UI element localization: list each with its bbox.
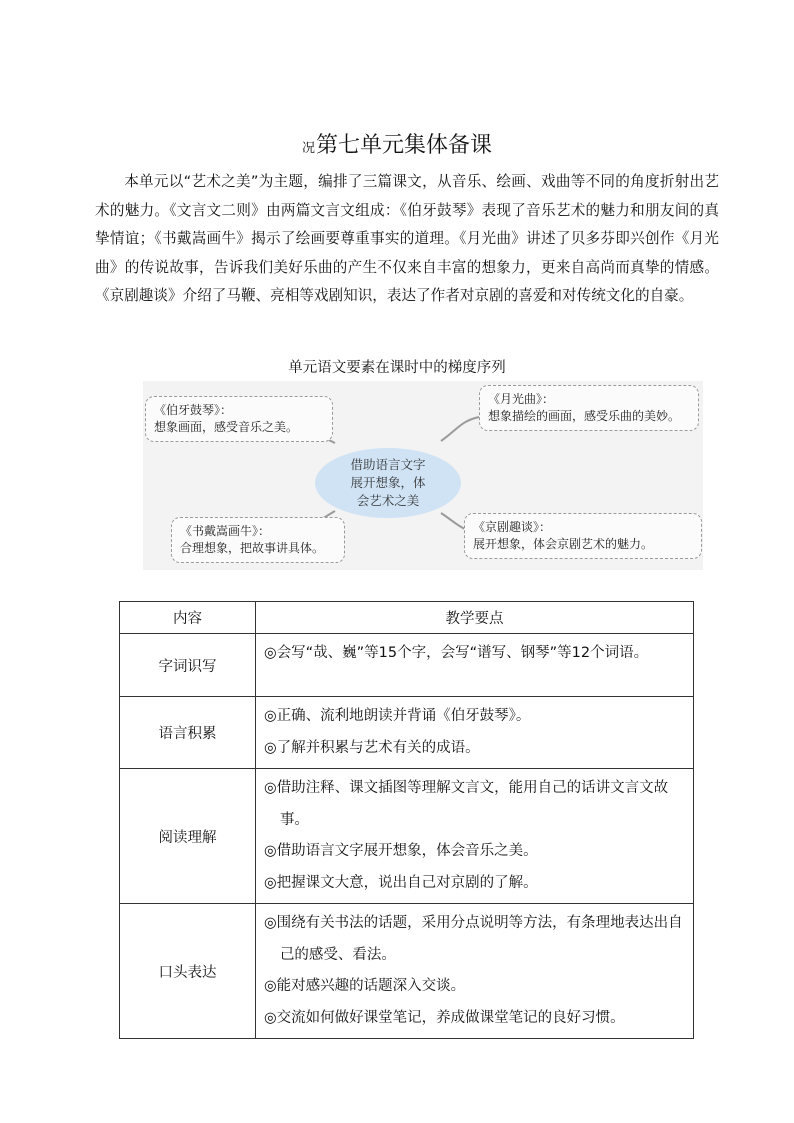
diagram-caption: 单元语文要素在课时中的梯度序列 [288,360,506,376]
title-mark: 况 [301,141,315,156]
key-point: ◎借助语言文字展开想象，体会音乐之美。 [264,843,538,859]
row-category: 口头表达 [120,904,256,1039]
row-points [256,697,694,769]
key-point: ◎借助注释、课文插图等理解文言文，能用自己的话讲文言文故事。 [264,780,669,828]
node-body: 想象画面，感受音乐之美。 [154,420,299,434]
central-theme-line: 借助语言文字 [350,457,426,472]
key-point: ◎能对感兴趣的话题深入交谈。 [264,978,466,994]
node-boya-guqin [145,396,333,442]
key-point: ◎交流如何做好课堂笔记，养成做课堂笔记的良好习惯。 [264,1009,625,1026]
key-point: ◎会写“哉、巍”等15个字，会写“谱写、钢琴”等12个词语。 [264,645,649,661]
connector-top-right [441,417,479,441]
title-text: 第七单元集体备课 [316,133,493,158]
connector-bottom-right [441,513,465,529]
row-category: 语言积累 [120,697,256,769]
table-header-row [120,602,694,634]
intro-paragraph: 本单元以“艺术之美”为主题，编排了三篇课文，从音乐、绘画、戏曲等不同的角度折射出艺术的魅力。《文言文二则》由两篇文言文组成：《伯牙鼓琴》表现了音乐艺术的魅力和朋友间的真挚情谊；《书戴嵩画牛》揭示了绘画要尊重事实的道理。《月光曲》讲述了贝多芬即兴创作《月光曲》的传说故事，告诉我们美好乐曲的产生不仅来自丰富的想象力，更来自高尚而真挚的情感。《京剧趣谈》介绍了马鞭、亮相等戏剧知识，表达了作者对京剧的喜爱和对传统文化的自豪。 [95,173,719,305]
row-category: 阅读理解 [120,769,256,904]
central-theme [315,448,461,518]
page-title [0,128,794,159]
row-points [256,904,694,1039]
table-row [120,769,694,904]
central-theme-line: 展开想象，体 [350,475,426,490]
node-shudaisong [171,517,345,563]
node-yueguangqu [479,385,699,431]
table-row [120,697,694,769]
row-points [256,634,694,697]
header-key-points: 教学要点 [256,602,694,634]
node-jingju-qutan [464,513,702,559]
central-theme-line: 会艺术之美 [356,493,420,508]
key-point: ◎围绕有关书法的话题，采用分点说明等方法，有条理地表达出自己的感受、看法。 [264,915,683,963]
key-point: ◎了解并积累与艺术有关的成语。 [264,739,480,756]
row-points [256,769,694,904]
node-title: 《京剧趣谈》： [473,520,552,534]
table-row [120,904,694,1039]
key-point: ◎正确、流利地朗读并背诵《伯牙鼓琴》。 [264,708,531,724]
key-point: ◎把握课文大意，说出自己对京剧的了解。 [264,874,538,891]
teaching-plan-table [119,601,694,1039]
node-body: 展开想象，体会京剧艺术的魅力。 [473,537,654,551]
node-title: 《伯牙鼓琴》： [154,403,233,417]
node-title: 《书戴嵩画牛》： [180,524,271,538]
header-content: 内容 [120,602,256,634]
row-category: 字词识写 [120,634,256,697]
table-row [120,634,694,697]
node-title: 《月光曲》： [488,392,555,406]
mind-map [143,381,703,570]
node-body: 想象描绘的画面，感受乐曲的美妙。 [488,409,681,423]
node-body: 合理想象，把故事讲具体。 [180,541,325,555]
